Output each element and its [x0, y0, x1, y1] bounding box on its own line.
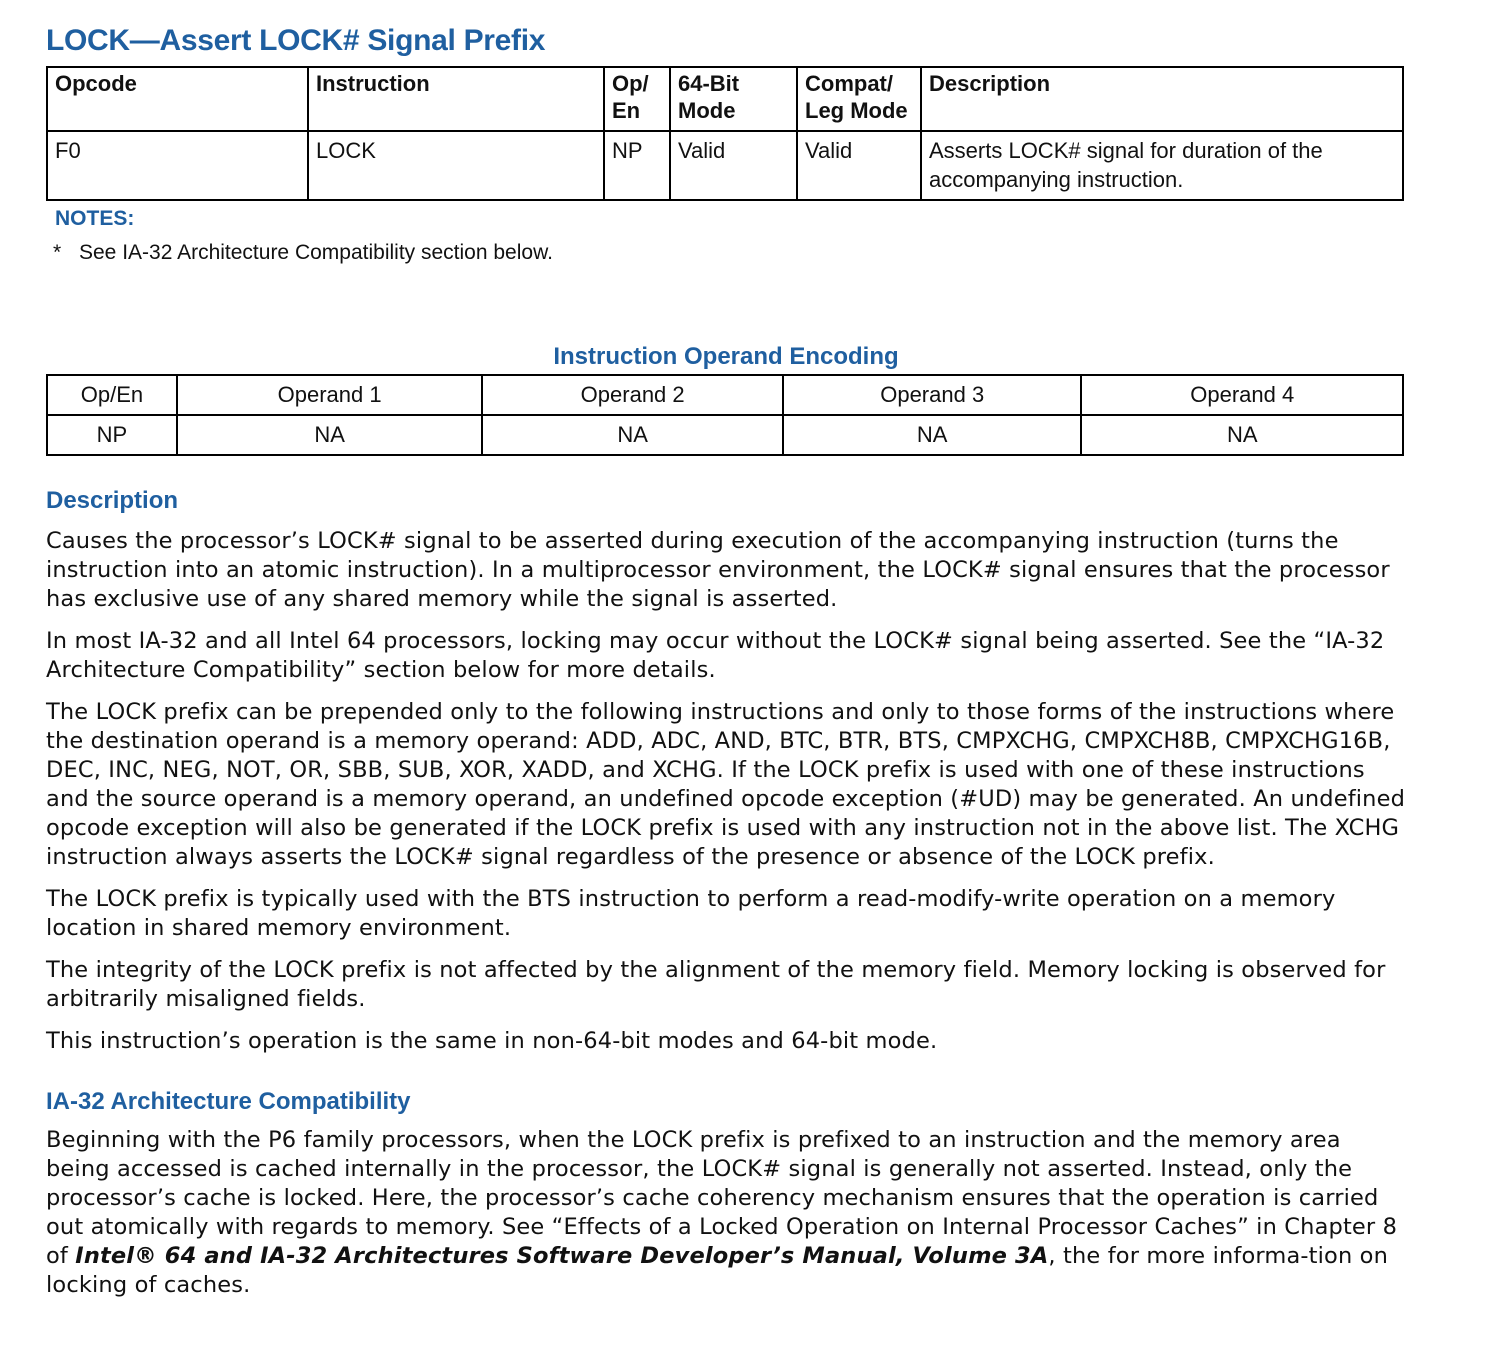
manual-title: Intel® 64 and IA-32 Architectures Software Developer’s Manual, Volume 3A	[75, 1243, 1049, 1269]
note-item	[53, 240, 1406, 266]
cell-opcode: F0	[47, 131, 308, 200]
note-star: *	[53, 241, 62, 264]
cell-op-en: NP	[604, 131, 670, 200]
enc-header-operand-3: Operand 3	[783, 375, 1082, 415]
document-page	[46, 22, 1406, 1313]
enc-cell-op-en: NP	[47, 415, 177, 455]
cell-64bit-mode: Valid	[670, 131, 797, 200]
header-64bit-mode: 64-Bit Mode	[670, 67, 797, 131]
description-paragraph-1: Causes the processor’s LOCK# signal to be asserted during execution of the accompanying instruction (turns the instruction into an atomic instruction). In a multiprocessor environment, the LOCK# signal ensures that the processor has exclusive use of any shared memory while the signal is asserted.	[46, 528, 1390, 612]
compatibility-paragraph: Beginning with the P6 family processors, when the LOCK prefix is prefixed to an instruction and the memory area being accessed is cached internally in the processor, the LOCK# signal is generally not asserted. Instead, only the processor’s cache is locked. Here, the processor’s cache coherency mechanism ensures that the operation is carried out atomically with regards to memory. See “Effects of a Locked Operation on Internal Processor Caches” in Chapter 8 of Intel® 64 and IA-32 Architectures Software Developer’s Manual, Volume 3A, the for more informa-tion on locking of caches.	[46, 1127, 1398, 1298]
note-text: See IA-32 Architecture Compatibility section below.	[79, 241, 553, 264]
enc-cell-operand-1: NA	[177, 415, 483, 455]
header-opcode: Opcode	[47, 67, 308, 131]
table-row	[47, 415, 1403, 455]
enc-cell-operand-4: NA	[1081, 415, 1403, 455]
notes-heading: NOTES:	[55, 207, 135, 230]
compatibility-heading: IA-32 Architecture Compatibility	[46, 1088, 411, 1115]
enc-header-operand-1: Operand 1	[177, 375, 483, 415]
description-paragraph-4: The LOCK prefix is typically used with the BTS instruction to perform a read-modify-write operation on a memory location in shared memory environment.	[46, 886, 1336, 941]
enc-header-operand-2: Operand 2	[482, 375, 783, 415]
cell-instruction: LOCK	[308, 131, 604, 200]
description-heading: Description	[46, 487, 179, 514]
header-description: Description	[921, 67, 1403, 131]
description-paragraph-5: The integrity of the LOCK prefix is not affected by the alignment of the memory field. Memory locking is observed for arbitrarily misaligned fields.	[46, 957, 1386, 1012]
header-compat-leg-mode: Compat/ Leg Mode	[797, 67, 921, 131]
opcode-table	[46, 66, 1404, 201]
cell-compat-leg-mode: Valid	[797, 131, 921, 200]
enc-header-operand-4: Operand 4	[1081, 375, 1403, 415]
encoding-title: Instruction Operand Encoding	[553, 343, 899, 370]
description-paragraph-6: This instruction’s operation is the same in non-64-bit modes and 64-bit mode.	[46, 1028, 938, 1054]
table-row	[47, 131, 1403, 200]
description-paragraph-2: In most IA-32 and all Intel 64 processors, locking may occur without the LOCK# signal being asserted. See the “IA-32 Architecture Compatibility” section below for more details.	[46, 628, 1385, 683]
header-op-en: Op/ En	[604, 67, 670, 131]
header-instruction: Instruction	[308, 67, 604, 131]
opcode-table-header	[47, 67, 1403, 131]
encoding-header-row	[47, 375, 1403, 415]
description-paragraph-3: The LOCK prefix can be prepended only to the following instructions and only to those forms of the instructions where the destination operand is a memory operand: ADD, ADC, AND, BTC, BTR, BTS, CMPXCHG, CMPXCH8B, CMPXCHG16B, DEC, INC, NEG, NOT, OR, SBB, SUB, XOR, XADD, and XCHG. If the LOCK prefix is used with one of these instructions and the source operand is a memory operand, an undefined opcode exception (#UD) may be generated. An undefined opcode exception will also be generated if the LOCK prefix is used with any instruction not in the above list. The XCHG instruction always asserts the LOCK# signal regardless of the presence or absence of the LOCK prefix.	[46, 699, 1406, 870]
cell-description: Asserts LOCK# signal for duration of the accompanying instruction.	[921, 131, 1403, 200]
operand-encoding-table	[46, 374, 1404, 456]
enc-header-op-en: Op/En	[47, 375, 177, 415]
page-title: LOCK—Assert LOCK# Signal Prefix	[46, 24, 546, 57]
enc-cell-operand-3: NA	[783, 415, 1082, 455]
enc-cell-operand-2: NA	[482, 415, 783, 455]
